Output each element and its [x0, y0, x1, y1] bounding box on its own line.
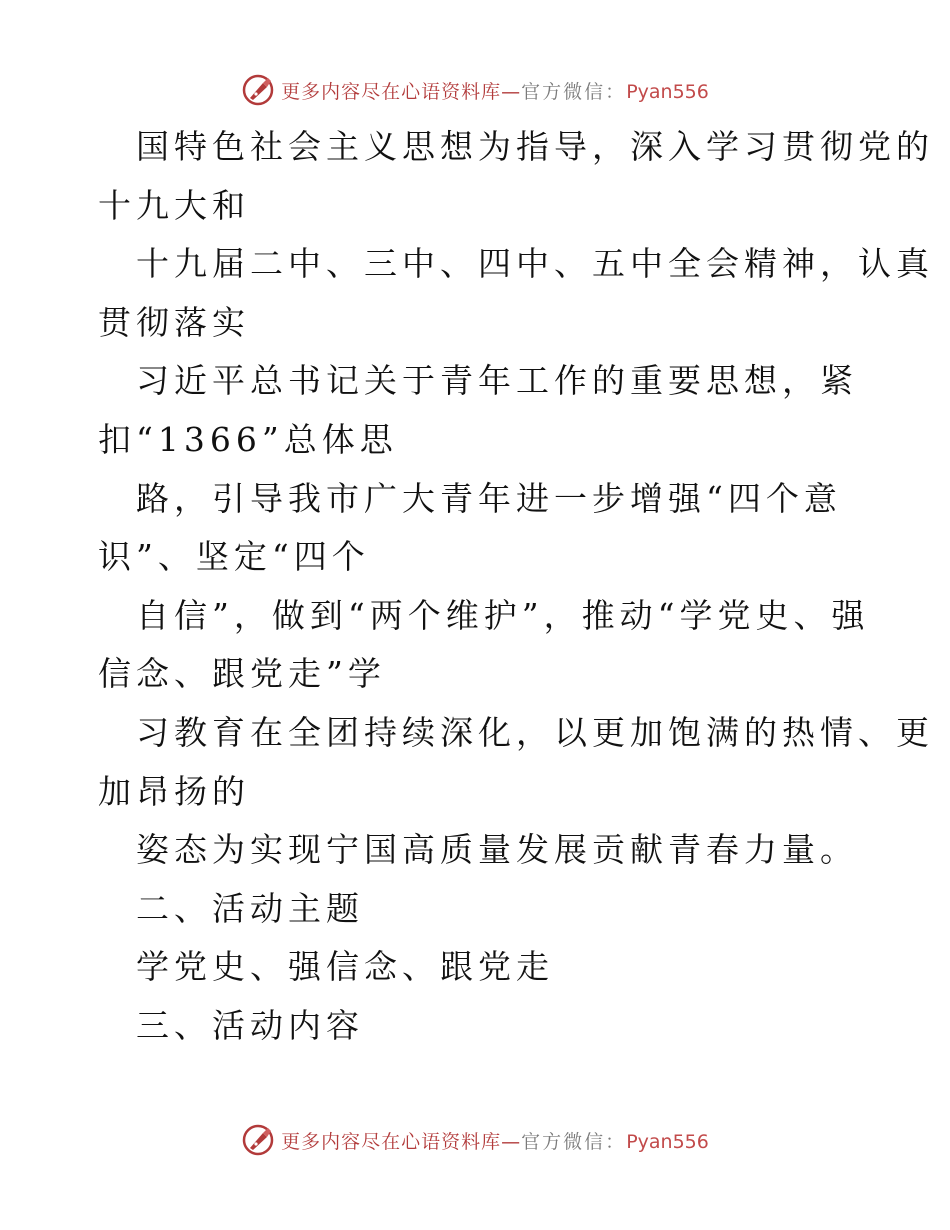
text-line: 姿态为实现宁国高质量发展贡献青春力量。 [136, 830, 858, 870]
text-line: 国特色社会主义思想为指导，深入学习贯彻党的 [136, 127, 934, 166]
section-heading-theme: 二、活动主题 [136, 888, 364, 928]
text-line: 自信”，做到“两个维护”，推动“学党史、强 [136, 595, 870, 635]
wechat-label: 官方微信： [521, 1130, 627, 1153]
banner-dash: — [501, 80, 522, 103]
text-line: 习近平总书记关于青年工作的重要思想，紧 [136, 361, 858, 401]
footer-banner-content [241, 1123, 709, 1157]
text-line: 习教育在全团持续深化，以更加饱满的热情、更 [136, 712, 934, 752]
wechat-id: Pyan556 [626, 80, 709, 103]
footer-banner [0, 1120, 950, 1160]
text-line: 十九大和 [98, 185, 250, 225]
theme-text: 学党史、强信念、跟党走 [136, 947, 554, 987]
pen-nib-logo-icon [241, 1123, 275, 1157]
header-banner-content [241, 73, 709, 107]
section-heading-content: 三、活动内容 [136, 1005, 364, 1045]
footer-banner-text [281, 1127, 709, 1154]
text-line: 十九届二中、三中、四中、五中全会精神，认真 [136, 244, 934, 284]
pen-nib-logo-icon [241, 73, 275, 107]
document-body [98, 118, 934, 1056]
text-line: 路，引导我市广大青年进一步增强“四个意 [136, 478, 842, 518]
banner-dash: — [501, 1130, 522, 1153]
header-banner [0, 70, 950, 110]
text-line: 信念、跟党走”学 [98, 654, 386, 694]
site-name: 更多内容尽在心语资料库 [281, 1130, 502, 1153]
header-banner-text [281, 77, 709, 104]
text-line: 识”、坚定“四个 [98, 537, 370, 577]
wechat-id: Pyan556 [626, 1130, 709, 1153]
wechat-label: 官方微信： [521, 80, 627, 103]
site-name: 更多内容尽在心语资料库 [281, 80, 502, 103]
text-line: 贯彻落实 [98, 302, 250, 342]
text-line: 扣“1366”总体思 [98, 419, 398, 459]
text-line: 加昂扬的 [98, 771, 250, 811]
